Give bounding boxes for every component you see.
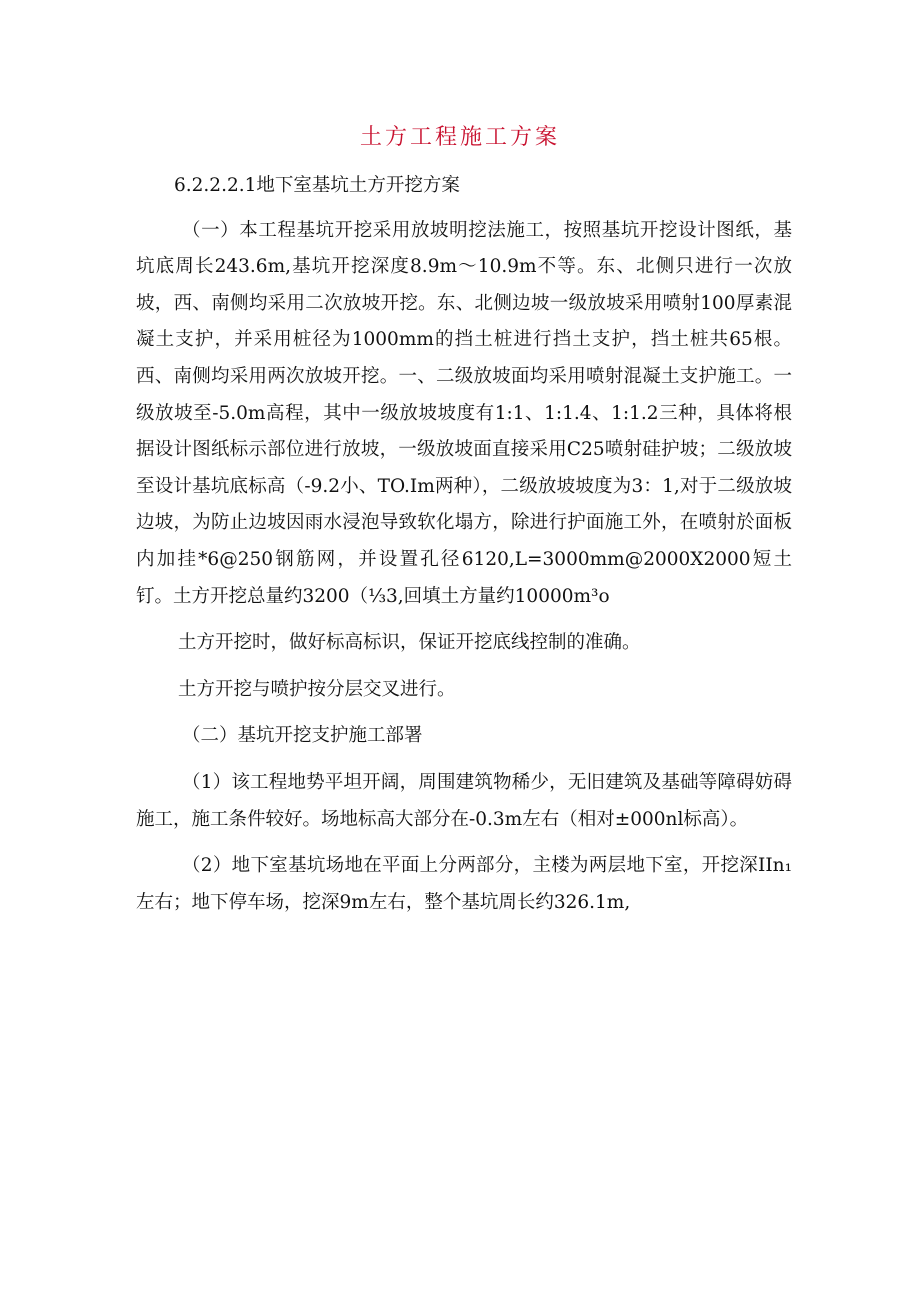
- paragraph-site-conditions: （1）该工程地势平坦开阔，周围建筑物稀少，无旧建筑及基础等障碍妨碍施工，施工条件较好。场地标高大部分在-0.3m左右（相对±000nl标高）。: [136, 771, 792, 830]
- subsection-heading-deployment: （二）基坑开挖支护施工部署: [182, 725, 423, 747]
- paragraph-excavation-overview: （一）本工程基坑开挖采用放坡明挖法施工，按照基坑开挖设计图纸，基坑底周长243.6m,基坑开挖深度8.9m～10.9m不等。东、北侧只进行一次放坡，西、南侧均采用二次放坡开挖。东、北侧边坡一级放坡采用喷射100厚素混凝土支护，并采用桩径为1000mm的挡土桩进行挡土支护，挡土桩共65根。西、南侧均采用两次放坡开挖。一、二级放坡面均采用喷射混凝土支护施工。一级放坡至-5.0m高程，其中一级放坡坡度有1:1、1:1.4、1:1.2三种，具体将根据设计图纸标示部位进行放坡，一级放坡面直接采用C25喷射硅护坡；二级放坡至设计基坑底标高（-9.2小、TO.Im两种），二级放坡坡度为3：1,对于二级放坡边坡，为防止边坡因雨水浸泡导致软化塌方，除进行护面施工外，在喷射於面板内加挂*6@250钢筋网，并设置孔径6120,L=3000mm@2000X2000短土钉。土方开挖总量约3200（⅓3,回填土方量约10000m³o: [136, 219, 792, 607]
- paragraph-basement-layout: （2）地下室基坑场地在平面上分两部分，主楼为两层地下室，开挖深IIn₁左右；地下停车场，挖深9m左右，整个基坑周长约326.1m,: [136, 855, 792, 913]
- section-heading: 6.2.2.2.1地下室基坑土方开挖方案: [174, 175, 460, 196]
- paragraph-elevation-marking: 土方开挖时，做好标高标识，保证开挖底线控制的准确。: [178, 632, 641, 654]
- document-title: 土方工程施工方案: [359, 125, 560, 150]
- paragraph-layered-excavation: 土方开挖与喷护按分层交叉进行。: [178, 678, 456, 700]
- document-body: [136, 168, 792, 921]
